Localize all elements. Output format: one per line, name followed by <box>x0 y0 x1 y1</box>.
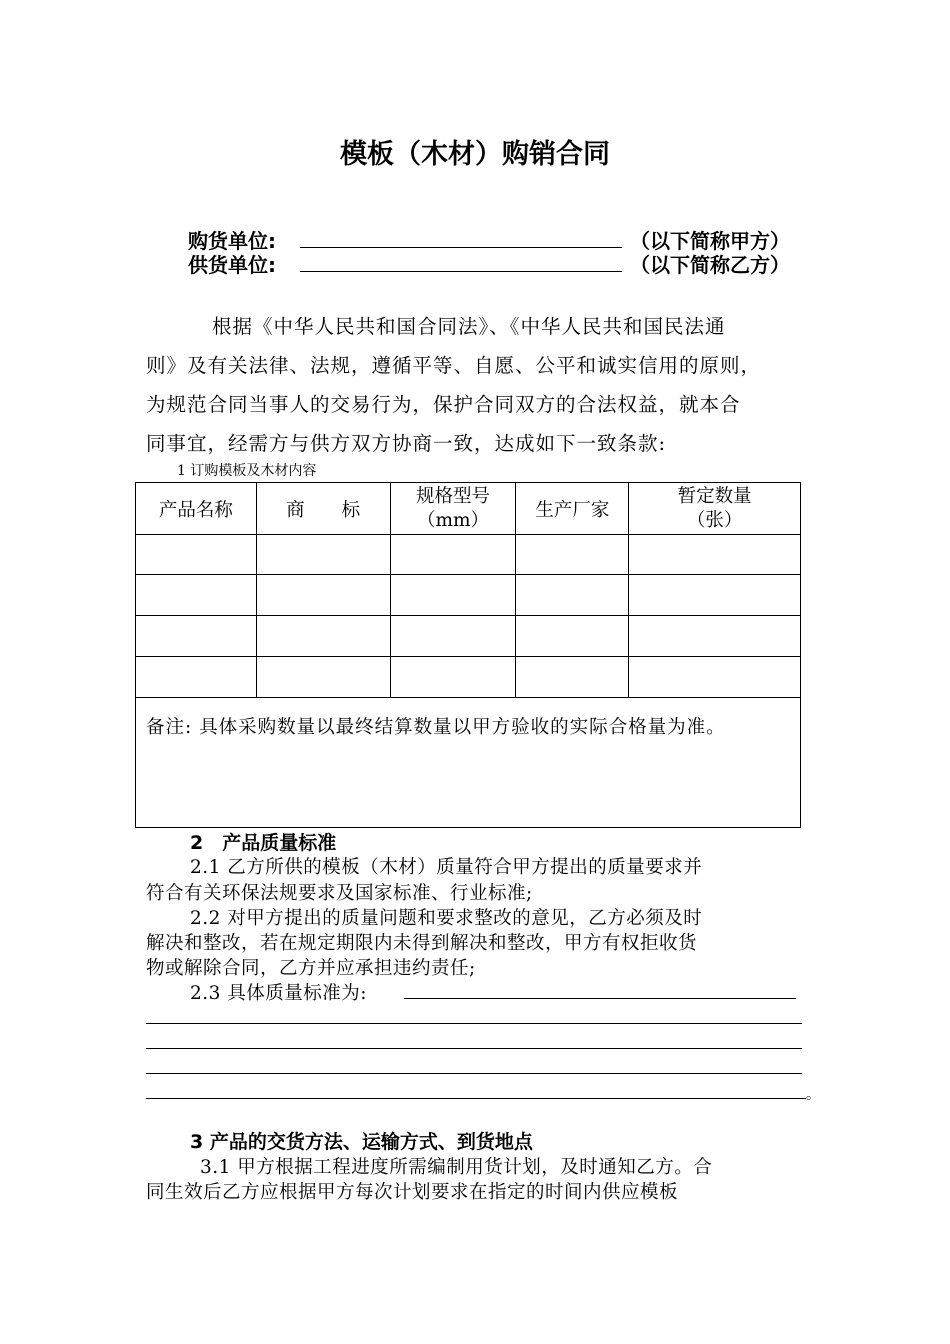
section3-p1-line1: 3.1 甲方根据工程进度所需编制用货计划，及时通知乙方。合 <box>200 1157 713 1178</box>
header-brand: 商 标 <box>256 483 390 535</box>
section2-end-mark: 。 <box>806 1087 820 1103</box>
buyer-suffix: （以下简称甲方） <box>630 229 790 253</box>
table-cell <box>516 616 629 657</box>
table-cell <box>516 535 629 575</box>
intro-line-1: 根据《中华人民共和国合同法》、《中华人民共和国民法通 <box>212 315 726 338</box>
seller-row <box>188 249 808 277</box>
quality-blank-line-1 <box>404 998 796 999</box>
section2-p2-line2: 解决和整改，若在规定期限内未得到解决和整改，甲方有权拒收货 <box>146 933 698 954</box>
table-row <box>136 535 801 575</box>
intro-line-3: 为规范合同当事人的交易行为，保护合同双方的合法权益，就本合 <box>146 393 741 416</box>
page-title: 模板（木材）购销合同 <box>340 139 610 170</box>
header-manufacturer: 生产厂家 <box>516 483 629 535</box>
header-qty-line2: （张） <box>686 509 743 531</box>
table-note: 备注: 具体采购数量以最终结算数量以甲方验收的实际合格量为准。 <box>136 698 801 828</box>
section2-p1-line2: 符合有关环保法规要求及国家标准、行业标准; <box>146 883 533 904</box>
table-row <box>136 657 801 698</box>
section2-p1-line1: 2.1 乙方所供的模板（木材）质量符合甲方提出的质量要求并 <box>190 857 703 878</box>
section3-heading: 3 产品的交货方法、运输方式、到货地点 <box>190 1131 533 1153</box>
table-cell <box>629 575 801 616</box>
buyer-blank-line <box>300 247 622 248</box>
table-cell <box>390 616 516 657</box>
header-spec-line2: （mm） <box>416 509 490 531</box>
table-cell <box>629 616 801 657</box>
quality-blank-line-3 <box>146 1048 802 1049</box>
table-cell <box>136 616 257 657</box>
table-row <box>136 616 801 657</box>
intro-line-2: 则》及有关法律、法规，遵循平等、自愿、公平和诚实信用的原则， <box>146 354 762 377</box>
table-cell <box>390 575 516 616</box>
section1-caption: 1 订购模板及木材内容 <box>177 463 317 479</box>
table-cell <box>136 657 257 698</box>
table-cell <box>136 535 257 575</box>
section3-p1-line2: 同生效后乙方应根据甲方每次计划要求在指定的时间内供应模板 <box>146 1182 679 1203</box>
table-cell <box>516 657 629 698</box>
table-cell <box>390 535 516 575</box>
section2-p2-line1: 2.2 对甲方提出的质量问题和要求整改的意见，乙方必须及时 <box>190 908 703 929</box>
table-cell <box>256 575 390 616</box>
seller-label: 供货单位: <box>188 253 276 277</box>
header-qty-line1: 暂定数量 <box>677 485 752 507</box>
table-note-row <box>136 698 801 828</box>
section2-p3-label: 2.3 具体质量标准为: <box>190 983 368 1004</box>
section2-p2-line3: 物或解除合同，乙方并应承担违约责任; <box>146 958 476 979</box>
table-row <box>136 575 801 616</box>
table-header-row <box>136 483 801 535</box>
intro-line-4: 同事宜，经需方与供方双方协商一致，达成如下一致条款: <box>146 432 667 455</box>
table-cell <box>256 616 390 657</box>
table-cell <box>256 657 390 698</box>
quality-blank-line-4 <box>146 1073 802 1074</box>
header-quantity <box>629 483 801 535</box>
section2-heading: 2 产品质量标准 <box>190 832 337 854</box>
quality-blank-line-2 <box>146 1023 802 1024</box>
buyer-label: 购货单位: <box>188 229 276 253</box>
table-cell <box>136 575 257 616</box>
table-cell <box>629 657 801 698</box>
seller-suffix: （以下简称乙方） <box>630 253 790 277</box>
header-product-name: 产品名称 <box>136 483 257 535</box>
header-spec-line1: 规格型号 <box>416 485 491 507</box>
table-cell <box>516 575 629 616</box>
table-cell <box>629 535 801 575</box>
header-spec <box>390 483 516 535</box>
table-cell <box>256 535 390 575</box>
order-table <box>135 482 801 828</box>
seller-blank-line <box>300 271 622 272</box>
table-cell <box>390 657 516 698</box>
quality-blank-line-5 <box>146 1098 806 1099</box>
